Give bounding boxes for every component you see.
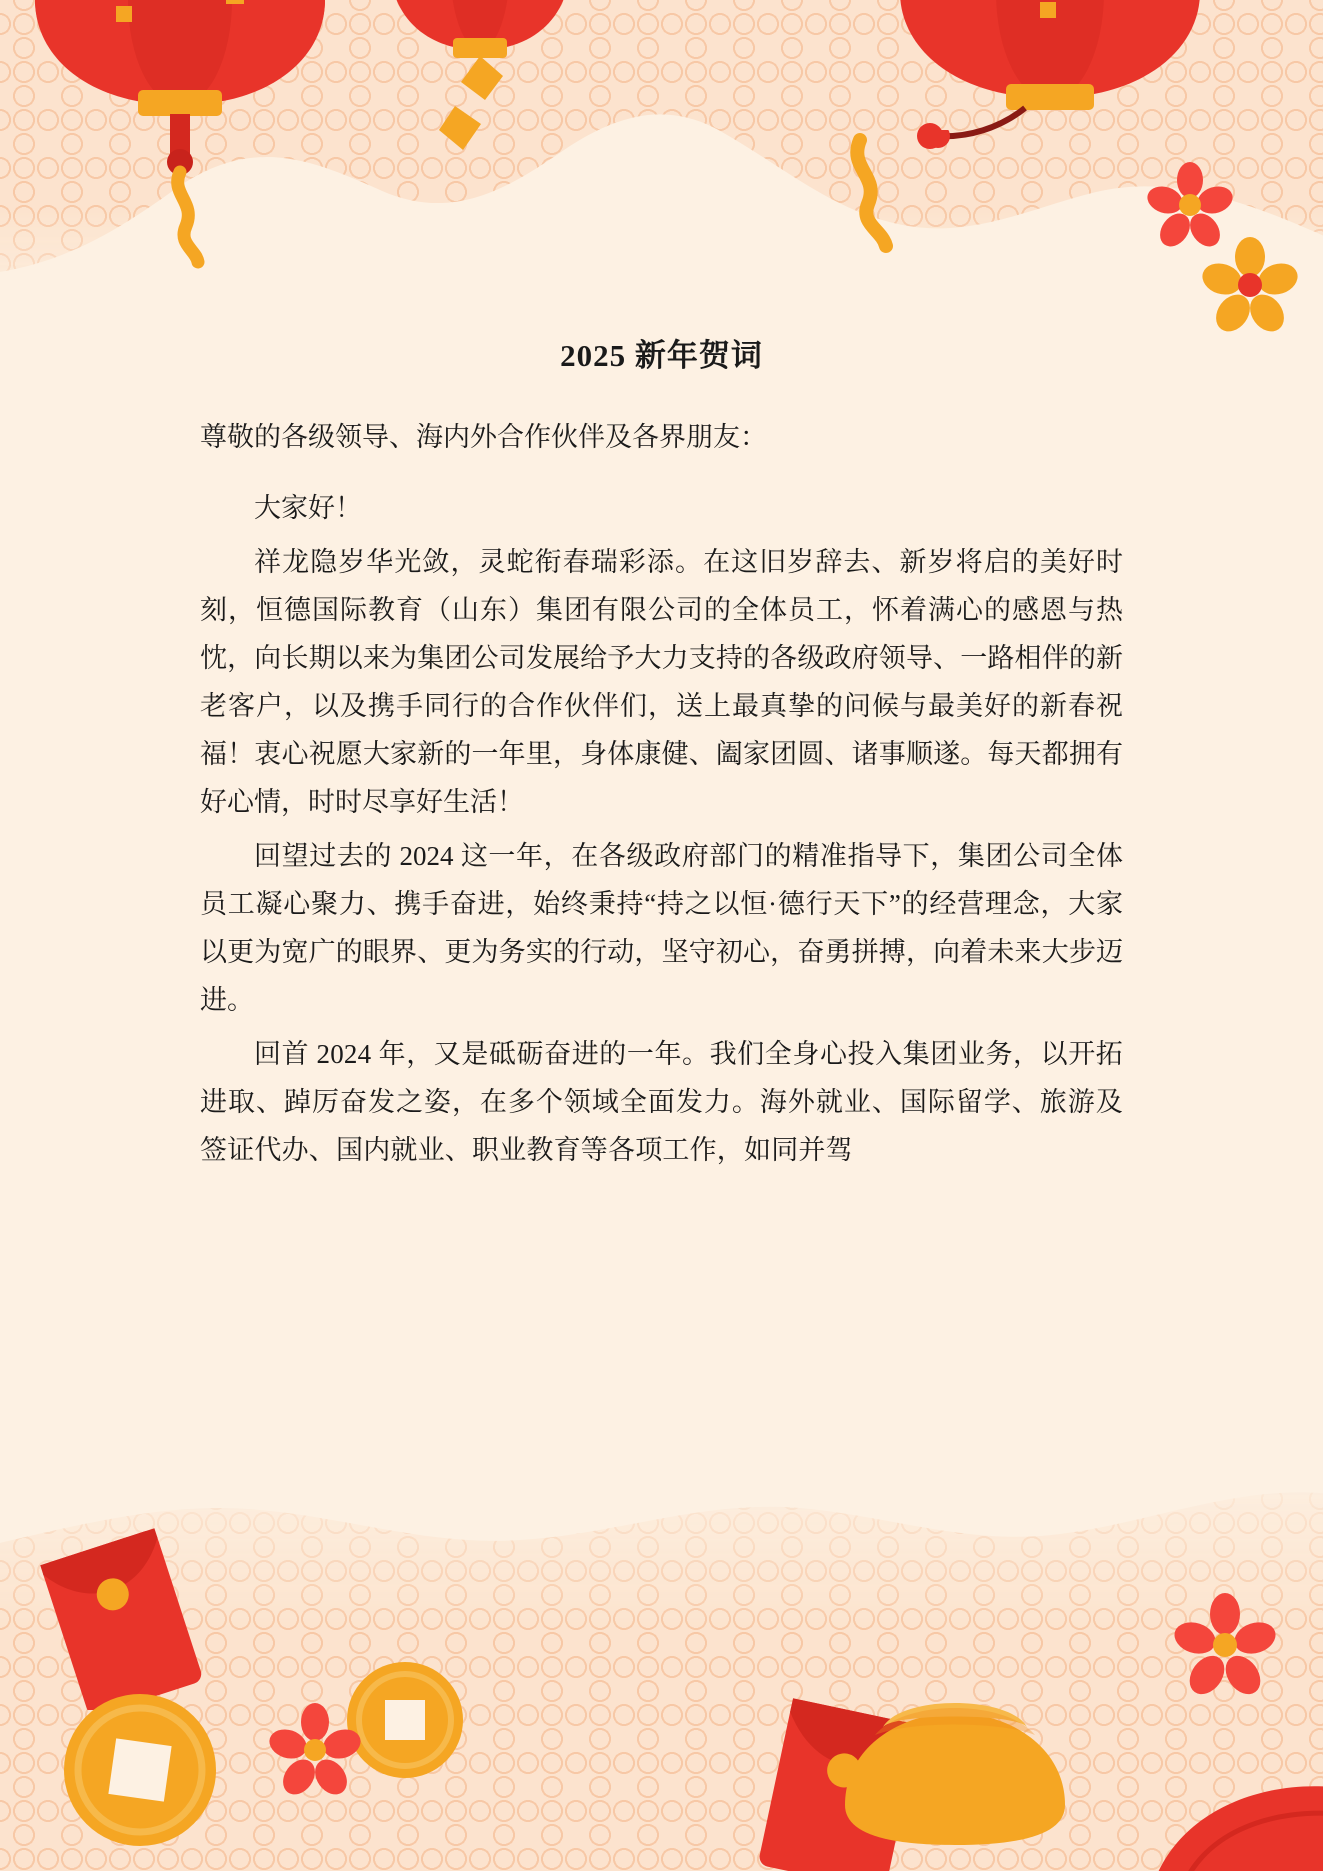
gold-ingot-bottom-right-icon	[805, 1655, 1105, 1871]
paragraph-2: 祥龙隐岁华光敛，灵蛇衔春瑞彩添。在这旧岁辞去、新岁将启的美好时刻，恒德国际教育（山东）集团有限公司的全体员工，怀着满心的感恩与热忱，向长期以来为集团公司发展给予大力支持的各级政府领导、一路相伴的新老客户，以及携手同行的合作伙伴们，送上最真挚的问候与最美好的新春祝福！衷心祝愿大家新的一年里，身体康健、阖家团圆、诸事顺遂。每天都拥有好心情，时时尽享好生活！	[200, 546, 1123, 817]
fan-bottom-right-icon	[1150, 1775, 1323, 1871]
paragraph-3: 回望过去的 2024 这一年，在各级政府部门的精准指导下，集团公司全体员工凝心聚力、携手奋进，始终秉持“持之以恒·德行天下”的经营理念，大家以更为宽广的眼界、更为务实的行动，坚守初心，奋勇拼搏，向着未来大步迈进。	[200, 840, 1123, 1015]
flower-bottom-center-icon	[265, 1700, 365, 1800]
salutation-line: 尊敬的各级领导、海内外合作伙伴及各界朋友：	[200, 422, 767, 452]
gold-coin-bottom-left-icon	[50, 1680, 230, 1860]
paragraph-4: 回首 2024 年，又是砥砺奋进的一年。我们全身心投入集团业务，以开拓进取、踔厉奋发之姿，在多个领域全面发力。海外就业、国际留学、旅游及签证代办、国内就业、职业教育等各项工作，如同并驾	[200, 1039, 1123, 1166]
flower-bottom-right-icon	[1170, 1590, 1280, 1700]
paragraph-1: 大家好！	[254, 492, 362, 523]
page-title: 2025 新年贺词	[560, 338, 763, 373]
